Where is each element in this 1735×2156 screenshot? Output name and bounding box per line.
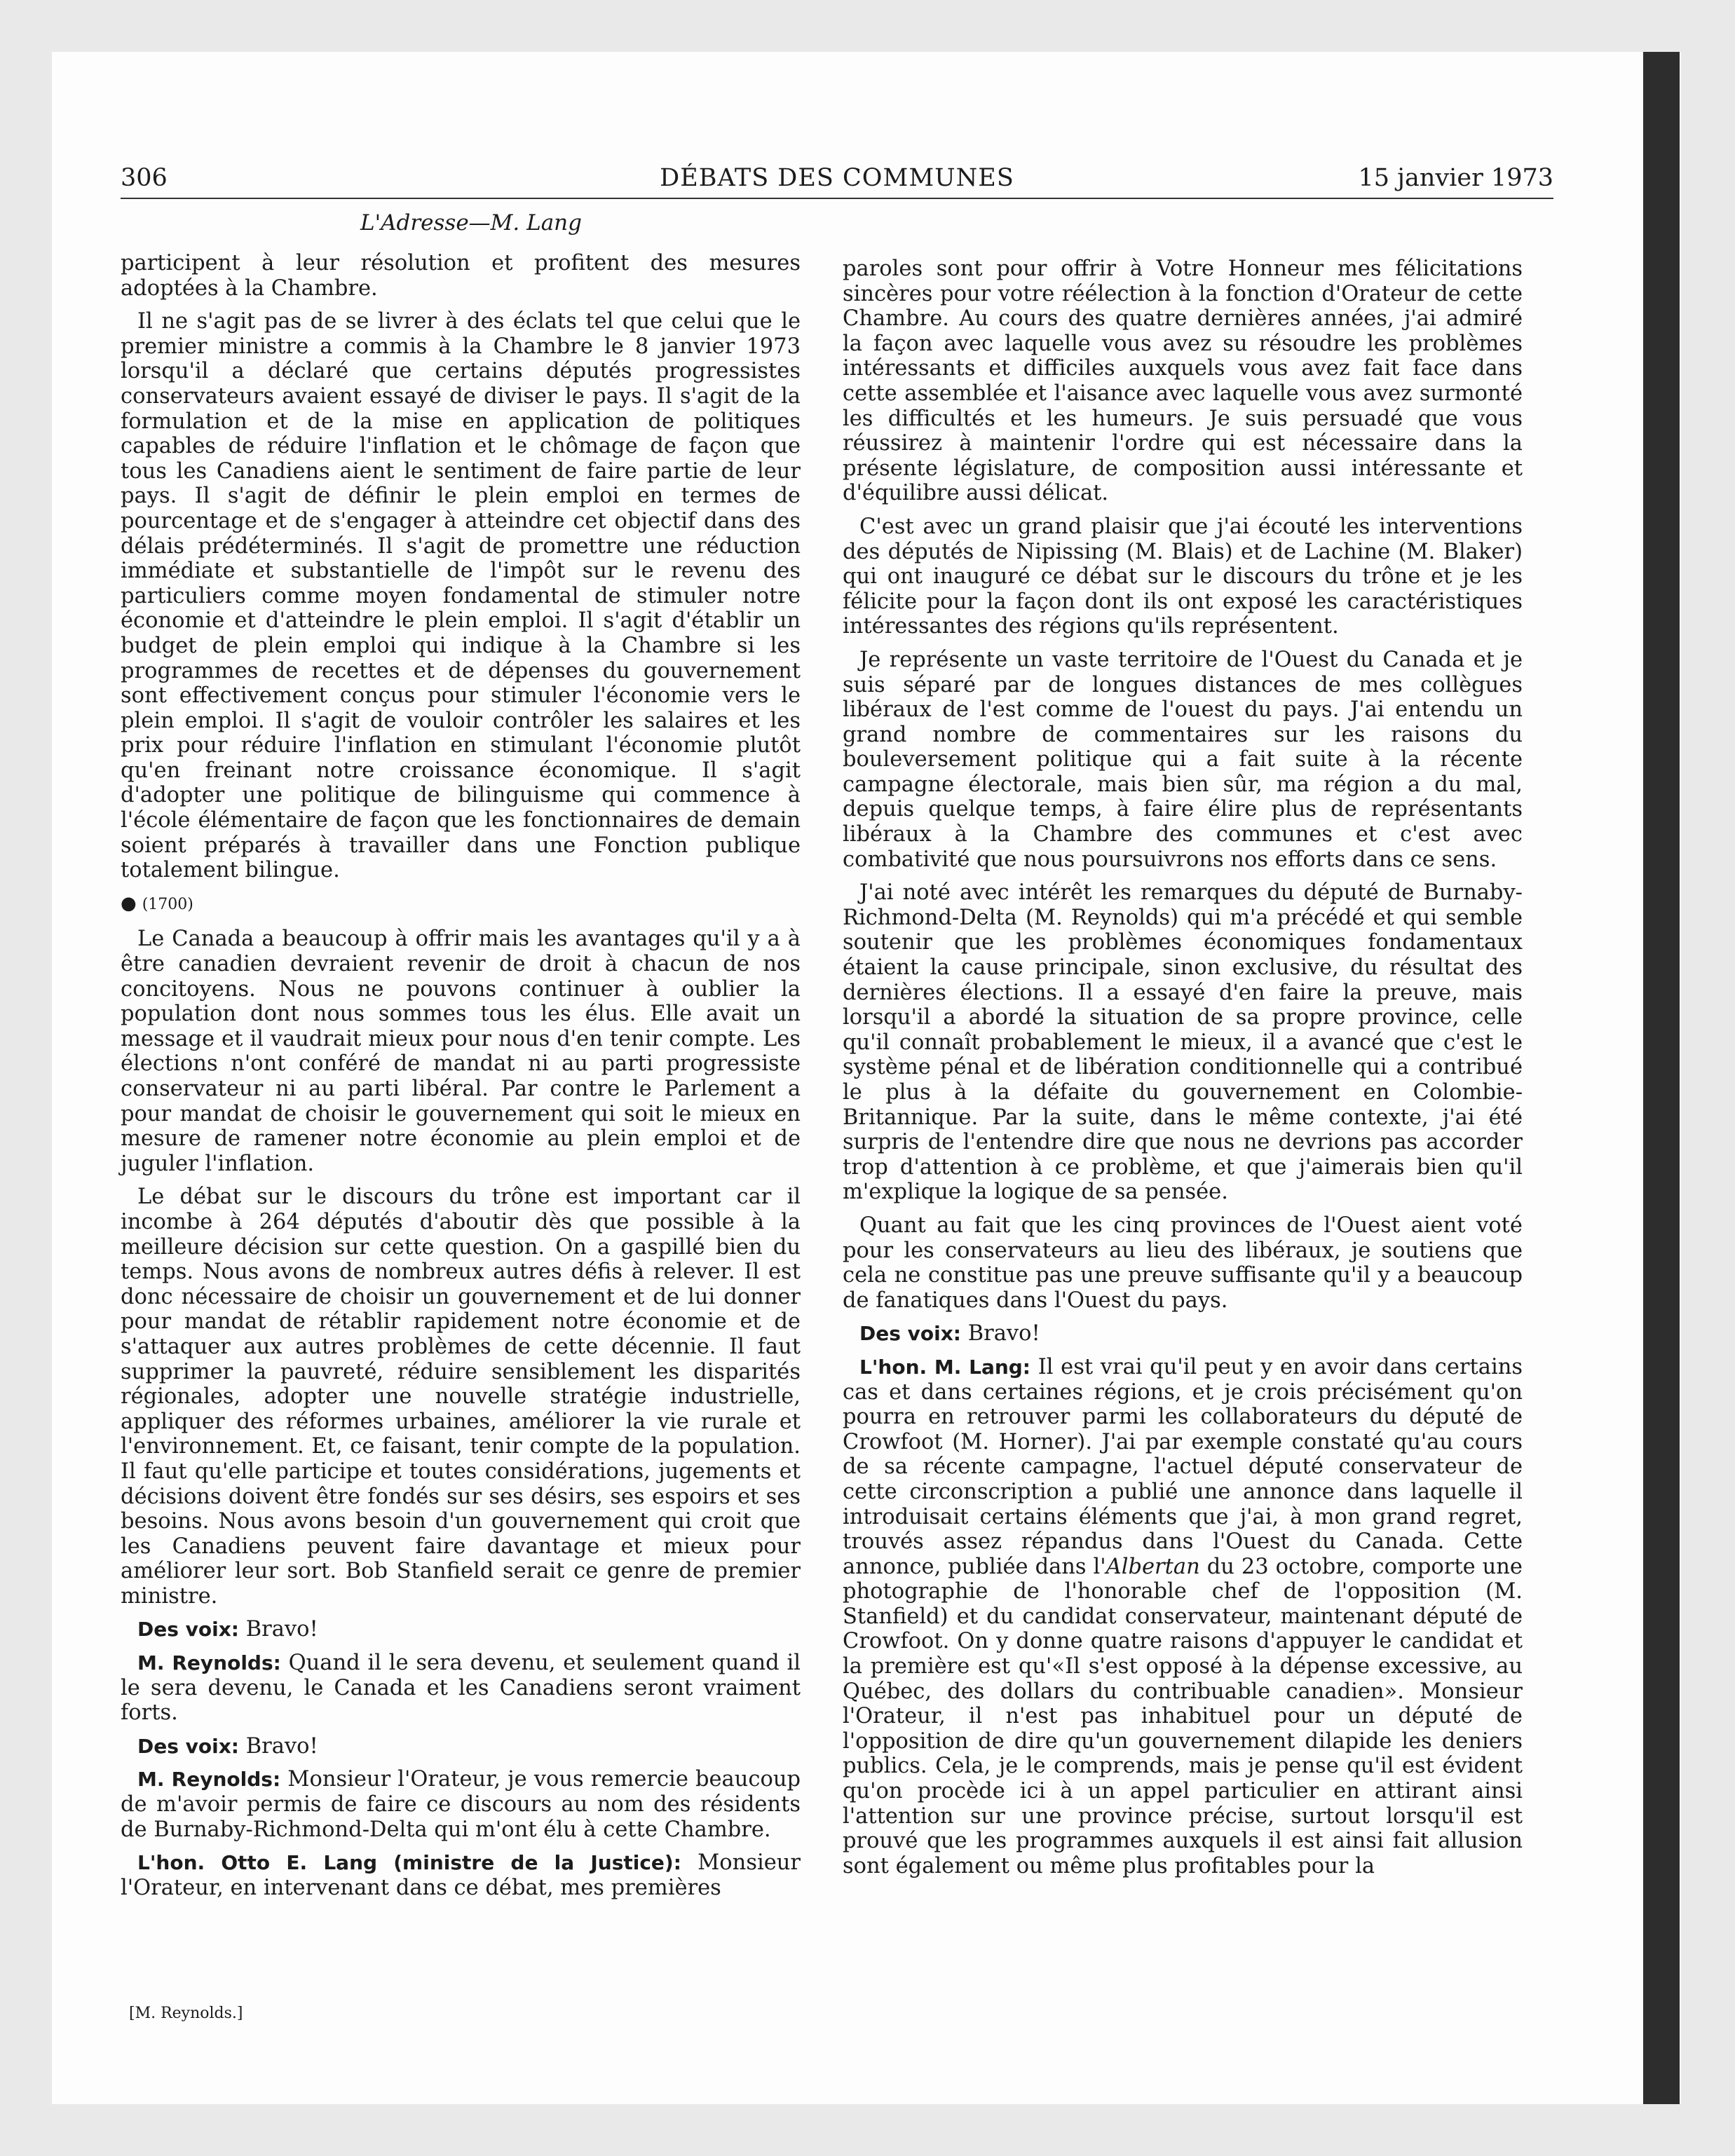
- speech-text: Quand il le sera devenu, et seulement quand il le sera devenu, le Canada et les Canadiens seront vraiment forts.: [121, 1651, 801, 1726]
- speech-text: Bravo!: [967, 1321, 1040, 1346]
- page-number: 306: [121, 164, 168, 192]
- speaker-name: L'hon. Otto E. Lang (ministre de la Justice):: [137, 1851, 681, 1875]
- time-marker-label: (1700): [142, 895, 193, 913]
- paragraph: Il ne s'agit pas de se livrer à des éclats tel que celui que le premier ministre a commis à la Chambre le 8 janvier 1973 lorsqu'il a déclaré que certains députés progressistes conservateurs avaient essayé de diviser le pays. Il s'agit de la formulation et de la mise en application de politiques capables de réduire l'inflation et le chômage de façon que tous les Canadiens aient le sentiment de faire partie de leur pays. Il s'agit de définir le plein emploi en termes de pourcentage et de s'engager à atteindre cet objectif dans des délais prédéterminés. Il s'agit de promettre une réduction immédiate et substantielle de l'impôt sur le revenu des particuliers comme moyen fondamental de stimuler notre économie et d'atteindre le plein emploi. Il s'agit d'établir un budget de plein emploi qui indique à la Chambre si les programmes de recettes et de dépenses du gouvernement sont effectivement conçus pour stimuler l'économie vers le plein emploi. Il s'agit de vouloir contrôler les salaires et les prix pour réduire l'inflation en stimulant l'économie plutôt qu'en freinant notre croissance économique. Il s'agit d'adopter une politique de bilinguisme qui commence à l'école élémentaire de façon que les fonctionnaires de demain soient préparés à travailler dans une Fonction publique totalement bilingue.: [121, 309, 801, 883]
- paragraph: Quant au fait que les cinq provinces de l'Ouest aient voté pour les conservateurs au lieu des libéraux, je soutiens que cela ne constitue pas une preuve suffisante qu'il y a beaucoup de fanatiques dans l'Ouest du pays.: [843, 1213, 1523, 1313]
- newspaper-title: Albertan: [1105, 1554, 1200, 1579]
- speech: [121, 1850, 801, 1900]
- paragraph: Je représente un vaste territoire de l'Ouest du Canada et je suis séparé par de longues distances de mes collègues libéraux de l'est comme de l'ouest du pays. J'ai entendu un grand nombre de commentaires sur les raisons du bouleversement politique qui a fait suite à la récente campagne électorale, mais bien sûr, ma région a du mal, depuis quelque temps, à faire élire plus de représentants libéraux à la Chambre des communes et c'est avec combativité que nous poursuivrons nos efforts dans ce sens.: [843, 647, 1523, 872]
- time-marker: [121, 892, 801, 917]
- speech: [121, 1734, 801, 1759]
- speaker-name: Des voix:: [859, 1322, 961, 1346]
- paragraph: J'ai noté avec intérêt les remarques du député de Burnaby-Richmond-Delta (M. Reynolds) qui m'a précédé et qui semble soutenir que les problèmes économiques fondamentaux étaient la cause principale, sinon exclusive, du résultat des dernières élections. Il a essayé d'en faire la preuve, mais lorsqu'il a abordé la situation de sa propre province, celle qu'il connaît probablement le mieux, il a avancé que c'est le système pénal et de libération conditionnelle qui a contribué le plus à la défaite du gouvernement en Colombie-Britannique. Par la suite, dans le même contexte, j'ai été surpris de l'entendre dire que nous ne devrions pas accorder trop d'attention à ce problème, et que j'aimerais bien qu'il m'explique la logique de sa pensée.: [843, 880, 1523, 1205]
- speaker-name: Des voix:: [137, 1618, 239, 1642]
- speaker-name: M. Reynolds:: [137, 1768, 281, 1792]
- left-column: [121, 251, 801, 1909]
- running-head: L'Adresse—M. Lang: [360, 210, 582, 236]
- paragraph: C'est avec un grand plaisir que j'ai écouté les interventions des députés de Nipissing (M. Blais) et de Lachine (M. Blaker) qui ont inauguré ce débat sur le discours du trône et je les félicite pour la façon dont ils ont exposé les caractéristiques intéressantes des régions qu'ils représentent.: [843, 514, 1523, 639]
- speaker-name: Des voix:: [137, 1734, 239, 1758]
- speech-text: du 23 octobre, comporte une photographie de l'honorable chef de l'opposition (M. Stanfield) et du candidat conservateur, maintenant député de Crowfoot. On y donne quatre raisons d'appuyer le candidat et la première est qu'«Il s'est opposé à la dépense excessive, au Québec, des dollars du contribuable canadien». Monsieur l'Orateur, il n'est pas inhabituel pour un député de l'opposition de dire qu'un gouvernement dilapide les deniers publics. Cela, je le comprends, mais je pense qu'il est évident qu'on procède ici à un appel particulier en attirant ainsi l'attention sur une province précise, surtout lorsqu'il est prouvé que les programmes auxquels il est ainsi fait allusion sont également ou même plus profitables pour la: [843, 1554, 1523, 1878]
- speech-text: Monsieur l'Orateur, en intervenant dans ce débat, mes premières: [121, 1850, 801, 1900]
- scan-edge: [1643, 52, 1680, 2104]
- speech: [121, 1617, 801, 1642]
- speech: [121, 1767, 801, 1842]
- speaker-name: L'hon. M. Lang:: [859, 1355, 1031, 1379]
- right-column: [843, 257, 1523, 1887]
- bullet-icon: ●: [121, 892, 137, 914]
- page-header: [121, 160, 1553, 199]
- paragraph: Le débat sur le discours du trône est important car il incombe à 264 députés d'aboutir dès que possible à la meilleure décision sur cette question. On a gaspillé bien du temps. Nous avons de nombreux autres défis à relever. Il est donc nécessaire de choisir un gouvernement et de lui donner pour mandat de rétablir rapidement notre économie et de s'attaquer aux autres problèmes de cette décennie. Il faut supprimer la pauvreté, réduire sensiblement les disparités régionales, adopter une nouvelle stratégie industrielle, appliquer des réformes urbaines, améliorer la vie rurale et l'environnement. Et, ce faisant, tenir compte de la population. Il faut qu'elle participe et toutes considérations, jugements et décisions doivent être fondés sur ses désirs, ses espoirs et ses besoins. Nous avons besoin d'un gouvernement qui croit que les Canadiens peuvent faire davantage et mieux pour améliorer leur sort. Bob Stanfield serait ce genre de premier ministre.: [121, 1185, 801, 1609]
- paragraph: Le Canada a beaucoup à offrir mais les avantages qu'il y a à être canadien devraient revenir de droit à chacun de nos concitoyens. Nous ne pouvons continuer à oublier la population dont nous sommes tous les élus. Elle avait un message et il vaudrait mieux pour nous d'en tenir compte. Les élections n'ont conféré de mandat ni au parti progressiste conservateur ni au parti libéral. Par contre le Parlement a pour mandat de choisir le gouvernement qui soit le mieux en mesure de ramener notre économie au plein emploi et de juguler l'inflation.: [121, 927, 801, 1176]
- speech-text: Bravo!: [245, 1617, 318, 1642]
- speech-text: Monsieur l'Orateur, je vous remercie beaucoup de m'avoir permis de faire ce discours au nom des résidents de Burnaby-Richmond-Delta qui m'ont élu à cette Chambre.: [121, 1767, 801, 1842]
- speech-text: Il est vrai qu'il peut y en avoir dans certains cas et dans certaines régions, et je crois précisément qu'on pourra en retrouver parmi les collaborateurs du député de Crowfoot (M. Horner). J'ai par exemple constaté qu'au cours de sa récente campagne, l'actuel député conservateur de cette circonscription a publié une annonce dans laquelle il introduisait certains éléments que j'ai, à mon grand regret, trouvés assez répandus dans l'Ouest du Canada. Cette annonce, publiée dans l': [843, 1354, 1523, 1579]
- paragraph: paroles sont pour offrir à Votre Honneur mes félicitations sincères pour votre réélection à la fonction d'Orateur de cette Chambre. Au cours des quatre dernières années, j'ai admiré la façon avec laquelle vous avez su résoudre les problèmes intéressants et difficiles auxquels vous avez fait face dans cette assemblée et l'aisance avec laquelle vous avez surmonté les difficultés et les humeurs. Je suis persuadé que vous réussirez à maintenir l'ordre qui est nécessaire dans la présente législature, de composition aussi intéressante et d'équilibre aussi délicat.: [843, 257, 1523, 506]
- speech-text: Bravo!: [245, 1733, 318, 1759]
- speech: [843, 1321, 1523, 1346]
- speech: [843, 1355, 1523, 1878]
- speaker-footnote: [M. Reynolds.]: [129, 2005, 243, 2022]
- speaker-name: M. Reynolds:: [137, 1651, 281, 1675]
- issue-date: 15 janvier 1973: [1358, 164, 1553, 192]
- speech: [121, 1651, 801, 1726]
- paragraph: participent à leur résolution et profitent des mesures adoptées à la Chambre.: [121, 251, 801, 301]
- publication-title: DÉBATS DES COMMUNES: [660, 164, 1014, 192]
